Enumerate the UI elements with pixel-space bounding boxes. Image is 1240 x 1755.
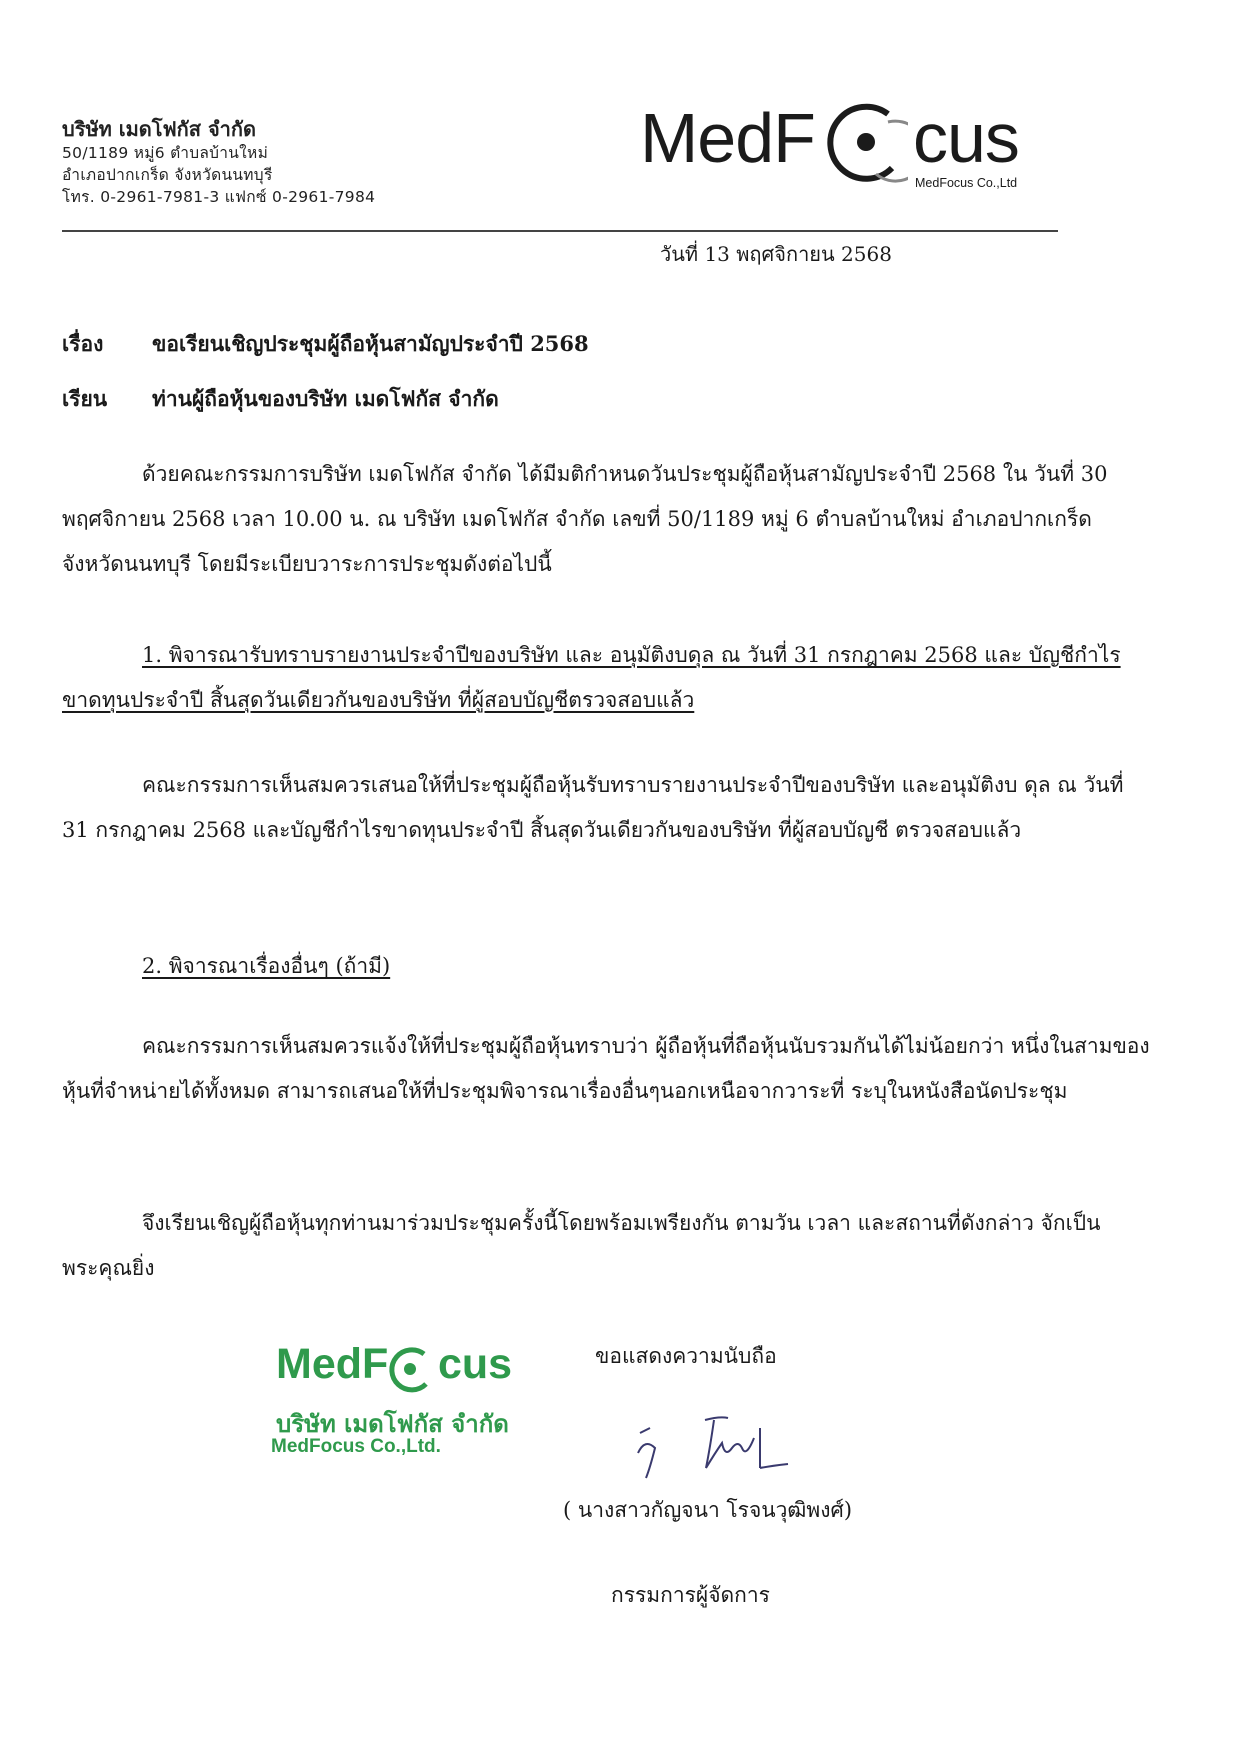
- phone-fax: โทร. 0-2961-7981-3 แฟกซ์ 0-2961-7984: [62, 188, 376, 206]
- agenda-item-2-text: คณะกรรมการเห็นสมควรแจ้งให้ที่ประชุมผู้ถือหุ้นทราบว่า ผู้ถือหุ้นที่ถือหุ้นนับรวมกันได้ไม่น้อยกว่า หนึ่งในสามของหุ้นที่จำหน่ายได้ทั้งหมด สามารถเสนอให้ที่ประชุมพิจารณาเรื่องอื่นๆนอกเหนือจากวาระที่ ระบุในหนังสือนัดประชุม: [62, 1034, 1150, 1103]
- subject-row: [62, 328, 589, 361]
- agenda-item-2-title: [62, 944, 1150, 989]
- logo-subtitle: MedFocus Co.,Ltd: [915, 176, 1018, 190]
- logo-wordmark-right: cus: [913, 99, 1019, 177]
- intro-paragraph: ด้วยคณะกรรมการบริษัท เมดโฟกัส จำกัด ได้มีมติกำหนดวันประชุมผู้ถือหุ้นสามัญประจำปี 2568 ใน วันที่ 30 พฤศจิกายน 2568 เวลา 10.00 น. ณ บริษัท เมดโฟกัส จำกัด เลขที่ 50/1189 หมู่ 6 ตำบลบ้านใหม่ อำเภอปากเกร็ด จังหวัดนนทบุรี โดยมีระเบียบวาระการประชุมดังต่อไปนี้: [62, 462, 1108, 576]
- closing-phrase: ขอแสดงความนับถือ: [595, 1344, 777, 1368]
- stamp-wordmark-left: MedF: [276, 1340, 389, 1388]
- letterhead-company: [62, 116, 375, 208]
- agenda-item-1-text: คณะกรรมการเห็นสมควรเสนอให้ที่ประชุมผู้ถือหุ้นรับทราบรายงานประจำปีของบริษัท และอนุมัติงบ ดุล ณ วันที่ 31 กรกฎาคม 2568 และบัญชีกำไรขาดทุนประจำปี สิ้นสุดวันเดียวกันของบริษัท ที่ผู้สอบบัญชี ตรวจสอบแล้ว: [62, 773, 1124, 842]
- logo-wordmark-left: MedF: [640, 99, 815, 177]
- agenda-item-2-title-text: 2. พิจารณาเรื่องอื่นๆ (ถ้ามี): [142, 954, 391, 978]
- subject-label: เรื่อง: [62, 331, 104, 356]
- stamp-thai-name: บริษัท เมดโฟกัส จำกัด: [276, 1410, 509, 1438]
- agenda-item-1-title: [62, 633, 1150, 723]
- subject-text: ขอเรียนเชิญประชุมผู้ถือหุ้นสามัญประจำปี 2568: [152, 331, 589, 356]
- letter-date: วันที่ 13 พฤศจิกายน 2568: [660, 242, 892, 266]
- header-divider: [62, 230, 1058, 232]
- agenda-item-1-title-text: 1. พิจารณารับทราบรายงานประจำปีของบริษัท และ อนุมัติงบดุล ณ วันที่ 31 กรกฎาคม 2568 และ บัญชีกำไรขาดทุนประจำปี สิ้นสุดวันเดียวกันของบริษัท ที่ผู้สอบบัญชีตรวจสอบแล้ว: [62, 643, 1121, 712]
- signer-title: กรรมการผู้จัดการ: [611, 1583, 770, 1607]
- company-stamp: [271, 1340, 546, 1490]
- address-line-2: อำเภอปากเกร็ด จังหวัดนนทบุรี: [62, 166, 273, 184]
- handwritten-signature: [610, 1398, 810, 1498]
- salutation-text: ท่านผู้ถือหุ้นของบริษัท เมดโฟกัส จำกัด: [152, 386, 499, 411]
- invitation-paragraph: จึงเรียนเชิญผู้ถือหุ้นทุกท่านมาร่วมประชุมครั้งนี้โดยพร้อมเพรียงกัน ตามวัน เวลา และสถานที่ดังกล่าว จักเป็นพระคุณยิ่ง: [62, 1211, 1101, 1280]
- stamp-focus-icon: [386, 1344, 436, 1394]
- signer-name: ( นางสาวกัญจนา โรจนวุฒิพงศ์): [563, 1498, 853, 1522]
- company-name: บริษัท เมดโฟกัส จำกัด: [62, 117, 257, 141]
- address-line-1: 50/1189 หมู่6 ตำบลบ้านใหม่: [62, 144, 269, 162]
- stamp-english-name: MedFocus Co.,Ltd.: [271, 1436, 441, 1457]
- company-logo: [640, 98, 1060, 208]
- salutation-label: เรียน: [62, 386, 108, 411]
- focus-ring-icon: [826, 98, 908, 194]
- stamp-wordmark-right: cus: [438, 1340, 513, 1388]
- salutation-row: [62, 383, 499, 416]
